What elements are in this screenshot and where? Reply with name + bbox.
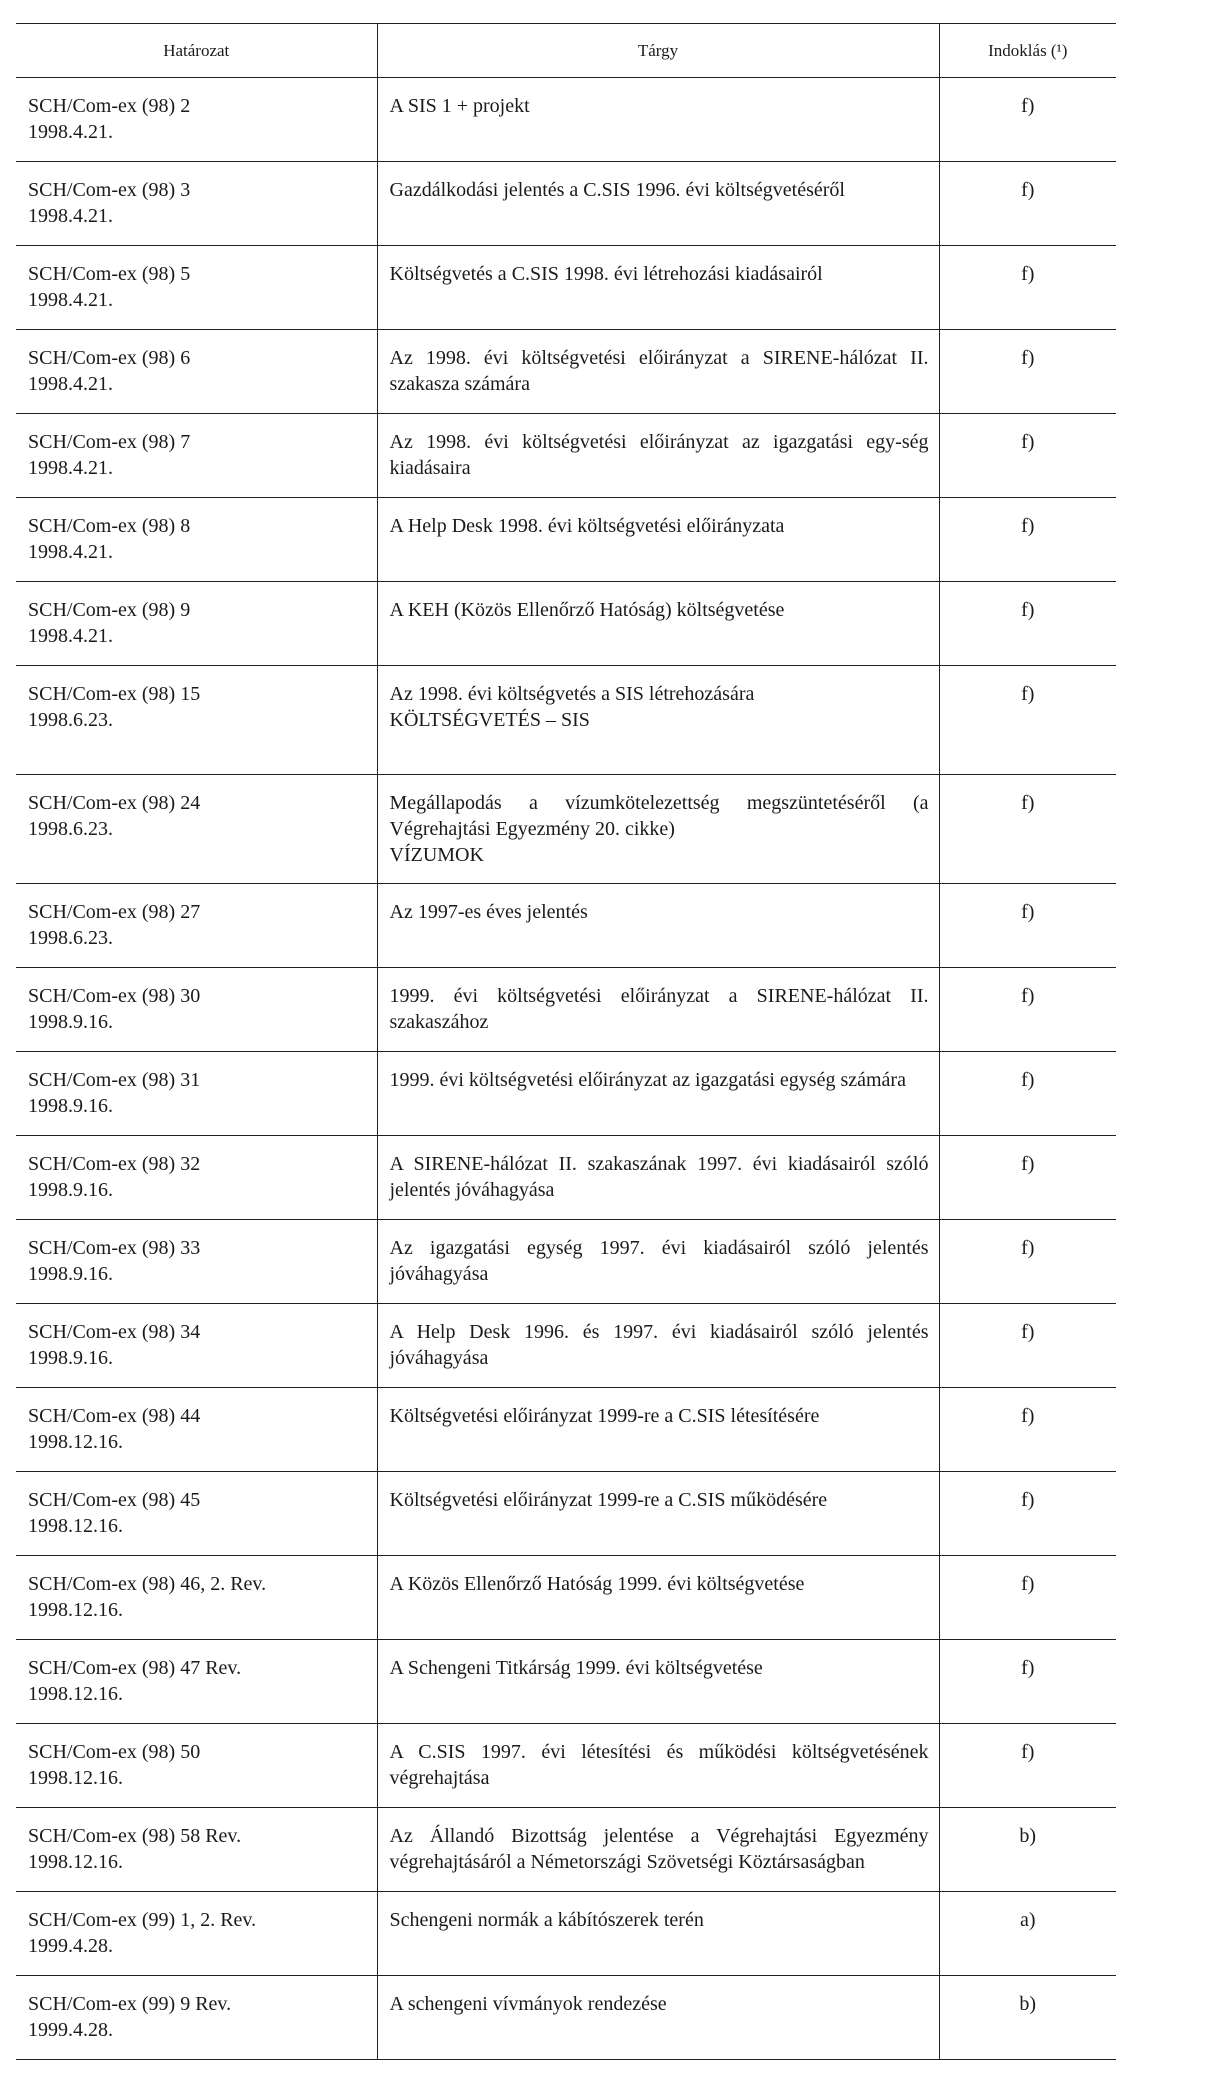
table-row — [16, 1136, 1116, 1220]
table-row — [16, 78, 1116, 162]
reason-code: f) — [1021, 347, 1035, 369]
decision-id: SCH/Com-ex (98) 45 — [28, 1489, 201, 1511]
reason-code: b) — [1019, 1993, 1037, 2015]
reason-cell — [939, 498, 1116, 582]
decision-id: SCH/Com-ex (98) 47 Rev. — [28, 1657, 242, 1679]
reason-cell — [939, 330, 1116, 414]
table-row — [16, 1052, 1116, 1136]
decision-cell — [16, 498, 377, 582]
reason-cell — [939, 1220, 1116, 1304]
subject-text: Költségvetési előirányzat 1999-re a C.SIS működésére — [389, 1489, 828, 1511]
reason-cell — [939, 884, 1116, 968]
reason-cell — [939, 666, 1116, 775]
decision-cell — [16, 775, 377, 884]
decision-date: 1998.6.23. — [28, 709, 113, 731]
table-row — [16, 884, 1116, 968]
table-body — [16, 78, 1116, 2060]
decision-date: 1998.4.21. — [28, 541, 113, 563]
reason-cell — [939, 414, 1116, 498]
decision-date: 1999.4.28. — [28, 2019, 113, 2041]
decision-date: 1998.12.16. — [28, 1683, 123, 1705]
subject-text: Schengeni normák a kábítószerek terén — [389, 1909, 704, 1931]
reason-cell — [939, 1724, 1116, 1808]
table-row — [16, 1220, 1116, 1304]
decision-date: 1998.12.16. — [28, 1767, 123, 1789]
subject-cell — [377, 1724, 939, 1808]
table-row — [16, 1892, 1116, 1976]
subject-text: Az 1998. évi költségvetési előirányzat az igazgatási egy-ség kiadásaira — [389, 431, 929, 479]
subject-text: Az Állandó Bizottság jelentése a Végrehajtási Egyezmény végrehajtásáról a Németországi Szövetségi Köztársaságban — [389, 1825, 929, 1873]
decision-cell — [16, 1388, 377, 1472]
decision-cell — [16, 1220, 377, 1304]
decision-date: 1998.4.21. — [28, 373, 113, 395]
table-row — [16, 666, 1116, 775]
decision-cell — [16, 1640, 377, 1724]
subject-text: A Schengeni Titkárság 1999. évi költségvetése — [389, 1657, 763, 1679]
reason-code: a) — [1019, 1909, 1036, 1931]
decision-id: SCH/Com-ex (98) 2 — [28, 95, 191, 117]
reason-code: f) — [1021, 1069, 1035, 1091]
decision-id: SCH/Com-ex (99) 1, 2. Rev. — [28, 1909, 257, 1931]
decision-id: SCH/Com-ex (98) 34 — [28, 1321, 201, 1343]
subject-cell — [377, 1892, 939, 1976]
decision-cell — [16, 78, 377, 162]
decision-cell — [16, 330, 377, 414]
decision-id: SCH/Com-ex (98) 24 — [28, 792, 201, 814]
table-header-row — [16, 24, 1116, 78]
subject-text: A SIS 1 + projekt — [389, 95, 530, 117]
subject-cell — [377, 968, 939, 1052]
reason-cell — [939, 1052, 1116, 1136]
decision-id: SCH/Com-ex (98) 7 — [28, 431, 191, 453]
decision-cell — [16, 1892, 377, 1976]
subject-text: Az 1998. évi költségvetés a SIS létrehozására — [389, 683, 755, 705]
reason-code: f) — [1021, 1489, 1035, 1511]
table-row — [16, 1556, 1116, 1640]
decision-cell — [16, 162, 377, 246]
decision-id: SCH/Com-ex (98) 44 — [28, 1405, 201, 1427]
subject-text: Gazdálkodási jelentés a C.SIS 1996. évi költségvetéséről — [389, 179, 845, 201]
decision-cell — [16, 1724, 377, 1808]
decision-date: 1998.4.21. — [28, 457, 113, 479]
subject-cell — [377, 78, 939, 162]
decision-cell — [16, 968, 377, 1052]
decision-date: 1998.4.21. — [28, 205, 113, 227]
subject-text: A schengeni vívmányok rendezése — [389, 1993, 667, 2015]
subject-text: A Közös Ellenőrző Hatóság 1999. évi költségvetése — [389, 1573, 805, 1595]
subject-text: A KEH (Közös Ellenőrző Hatóság) költségvetése — [389, 599, 785, 621]
subject-cell — [377, 414, 939, 498]
subject-text: A C.SIS 1997. évi létesítési és működési költségvetésének végrehajtása — [389, 1741, 929, 1789]
decision-cell — [16, 414, 377, 498]
decision-cell — [16, 1136, 377, 1220]
decision-date: 1998.9.16. — [28, 1347, 113, 1369]
subject-text: A Help Desk 1998. évi költségvetési előirányzata — [389, 515, 785, 537]
decision-id: SCH/Com-ex (98) 30 — [28, 985, 201, 1007]
reason-code: f) — [1021, 1741, 1035, 1763]
table-row — [16, 330, 1116, 414]
subject-text: Megállapodás a vízumkötelezettség megszüntetéséről (a Végrehajtási Egyezmény 20. cikke) — [389, 792, 929, 840]
table-row — [16, 775, 1116, 884]
decision-date: 1998.12.16. — [28, 1431, 123, 1453]
decision-id: SCH/Com-ex (98) 6 — [28, 347, 191, 369]
table-row — [16, 498, 1116, 582]
reason-code: f) — [1021, 985, 1035, 1007]
column-header-decision: Határozat — [16, 24, 377, 78]
column-header-subject: Tárgy — [377, 24, 939, 78]
reason-cell — [939, 582, 1116, 666]
decision-id: SCH/Com-ex (98) 9 — [28, 599, 191, 621]
subject-text: Az 1998. évi költségvetési előirányzat a SIRENE-hálózat II. szakasza számára — [389, 347, 929, 395]
subject-cell — [377, 1220, 939, 1304]
subject-text: 1999. évi költségvetési előirányzat a SIRENE-hálózat II. szakaszához — [389, 985, 929, 1033]
decision-cell — [16, 1556, 377, 1640]
reason-cell — [939, 1892, 1116, 1976]
reason-code: f) — [1021, 1405, 1035, 1427]
decision-date: 1998.6.23. — [28, 818, 113, 840]
subject-cell — [377, 162, 939, 246]
decision-date: 1999.4.28. — [28, 1935, 113, 1957]
subject-cell — [377, 246, 939, 330]
decision-id: SCH/Com-ex (98) 58 Rev. — [28, 1825, 242, 1847]
subject-text: KÖLTSÉGVETÉS – SIS — [389, 709, 590, 731]
decision-date: 1998.12.16. — [28, 1515, 123, 1537]
subject-text: Költségvetési előirányzat 1999-re a C.SIS létesítésére — [389, 1405, 820, 1427]
subject-cell — [377, 884, 939, 968]
decision-cell — [16, 1808, 377, 1892]
decision-id: SCH/Com-ex (98) 5 — [28, 263, 191, 285]
decision-cell — [16, 666, 377, 775]
decision-cell — [16, 1976, 377, 2060]
column-header-reason: Indoklás (¹) — [939, 24, 1116, 78]
subject-cell — [377, 1052, 939, 1136]
table-row — [16, 1640, 1116, 1724]
reason-cell — [939, 1304, 1116, 1388]
reason-cell — [939, 162, 1116, 246]
reason-cell — [939, 1808, 1116, 1892]
decision-date: 1998.4.21. — [28, 289, 113, 311]
subject-cell — [377, 498, 939, 582]
reason-cell — [939, 1472, 1116, 1556]
reason-cell — [939, 1640, 1116, 1724]
reason-cell — [939, 1388, 1116, 1472]
decision-id: SCH/Com-ex (98) 31 — [28, 1069, 201, 1091]
decision-id: SCH/Com-ex (98) 50 — [28, 1741, 201, 1763]
reason-code: f) — [1021, 1573, 1035, 1595]
table-row — [16, 968, 1116, 1052]
reason-code: f) — [1021, 263, 1035, 285]
subject-cell — [377, 1388, 939, 1472]
table-row — [16, 582, 1116, 666]
table-row — [16, 162, 1116, 246]
decision-id: SCH/Com-ex (98) 8 — [28, 515, 191, 537]
subject-cell — [377, 1136, 939, 1220]
reason-code: f) — [1021, 431, 1035, 453]
subject-text: A Help Desk 1996. és 1997. évi kiadásairól szóló jelentés jóváhagyása — [389, 1321, 929, 1369]
subject-cell — [377, 1640, 939, 1724]
table-row — [16, 246, 1116, 330]
decision-date: 1998.12.16. — [28, 1599, 123, 1621]
reason-code: f) — [1021, 683, 1035, 705]
decision-date: 1998.9.16. — [28, 1263, 113, 1285]
subject-cell — [377, 775, 939, 884]
decision-id: SCH/Com-ex (99) 9 Rev. — [28, 1993, 232, 2015]
subject-cell — [377, 1976, 939, 2060]
subject-cell — [377, 1472, 939, 1556]
decision-id: SCH/Com-ex (98) 27 — [28, 901, 201, 923]
reason-code: f) — [1021, 1657, 1035, 1679]
table-row — [16, 1808, 1116, 1892]
decision-id: SCH/Com-ex (98) 15 — [28, 683, 201, 705]
decision-date: 1998.9.16. — [28, 1011, 113, 1033]
subject-cell — [377, 1556, 939, 1640]
table-row — [16, 1388, 1116, 1472]
table-row — [16, 1472, 1116, 1556]
decision-id: SCH/Com-ex (98) 46, 2. Rev. — [28, 1573, 267, 1595]
reason-code: f) — [1021, 95, 1035, 117]
decision-cell — [16, 1052, 377, 1136]
reason-code: f) — [1021, 792, 1035, 814]
subject-text: A SIRENE-hálózat II. szakaszának 1997. évi kiadásairól szóló jelentés jóváhagyása — [389, 1153, 929, 1201]
decision-date: 1998.12.16. — [28, 1851, 123, 1873]
subject-cell — [377, 1304, 939, 1388]
reason-cell — [939, 78, 1116, 162]
subject-cell — [377, 1808, 939, 1892]
reason-cell — [939, 775, 1116, 884]
decision-cell — [16, 246, 377, 330]
reason-cell — [939, 246, 1116, 330]
subject-text: VÍZUMOK — [389, 844, 484, 866]
table-row — [16, 1724, 1116, 1808]
decision-id: SCH/Com-ex (98) 33 — [28, 1237, 201, 1259]
decisions-table — [16, 23, 1116, 2060]
decision-cell — [16, 1304, 377, 1388]
decision-cell — [16, 582, 377, 666]
reason-code: f) — [1021, 1153, 1035, 1175]
subject-text: Költségvetés a C.SIS 1998. évi létrehozási kiadásairól — [389, 263, 823, 285]
decision-date: 1998.4.21. — [28, 121, 113, 143]
subject-text: Az igazgatási egység 1997. évi kiadásairól szóló jelentés jóváhagyása — [389, 1237, 929, 1285]
subject-cell — [377, 582, 939, 666]
subject-cell — [377, 330, 939, 414]
decision-date: 1998.9.16. — [28, 1179, 113, 1201]
reason-cell — [939, 1976, 1116, 2060]
subject-text: 1999. évi költségvetési előirányzat az igazgatási egység számára — [389, 1069, 906, 1091]
table-row — [16, 1304, 1116, 1388]
decision-id: SCH/Com-ex (98) 3 — [28, 179, 191, 201]
decision-id: SCH/Com-ex (98) 32 — [28, 1153, 201, 1175]
reason-code: f) — [1021, 901, 1035, 923]
reason-code: f) — [1021, 599, 1035, 621]
reason-code: f) — [1021, 515, 1035, 537]
subject-text: Az 1997-es éves jelentés — [389, 901, 588, 923]
table-row — [16, 414, 1116, 498]
reason-code: f) — [1021, 1321, 1035, 1343]
decision-cell — [16, 1472, 377, 1556]
reason-code: f) — [1021, 179, 1035, 201]
subject-cell — [377, 666, 939, 775]
reason-code: f) — [1021, 1237, 1035, 1259]
table-row — [16, 1976, 1116, 2060]
reason-cell — [939, 1556, 1116, 1640]
reason-cell — [939, 968, 1116, 1052]
reason-cell — [939, 1136, 1116, 1220]
decision-date: 1998.9.16. — [28, 1095, 113, 1117]
decision-date: 1998.6.23. — [28, 927, 113, 949]
decision-date: 1998.4.21. — [28, 625, 113, 647]
reason-code: b) — [1019, 1825, 1037, 1847]
decision-cell — [16, 884, 377, 968]
